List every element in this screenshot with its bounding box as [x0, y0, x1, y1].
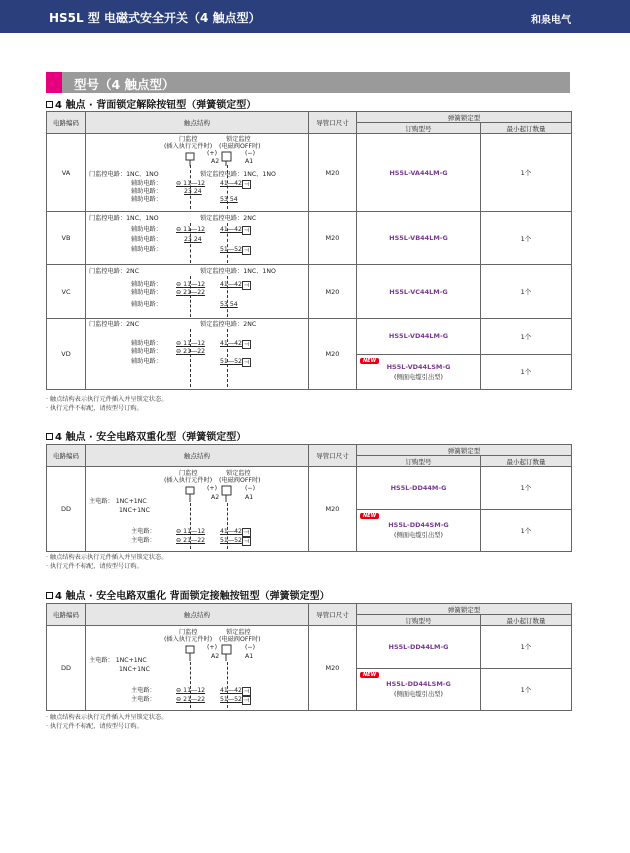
part-number: HS5L-VD44LSM-G — [386, 362, 451, 371]
conduit-size: M20 — [309, 626, 357, 711]
contact-structure-cell — [86, 319, 309, 390]
table-row — [47, 212, 572, 265]
col-header-structure: 触点结构 — [86, 604, 309, 626]
note-line: · 执行元件不标配，请按型号订购。 — [46, 723, 143, 730]
door-monitor-label: 门监控 — [179, 629, 198, 636]
aux-circuit-label: 辅助电路： — [131, 225, 162, 233]
part-number: HS5L-DD44LSM-G — [386, 680, 451, 689]
table1 — [46, 111, 572, 390]
main-circuit-label: 主电路： — [131, 696, 156, 703]
a1-label: A1 — [245, 494, 254, 501]
contact-diagram: 门监控电路：1NC、1NO 锁定监控电路：2NC 辅助电路： ⊖ 11―12 41―42 ⊣ 辅助电路： 23 24 辅助电路： 51―52 ⊣ — [86, 213, 308, 264]
table1-notes — [46, 395, 168, 413]
contact-structure-cell — [86, 212, 309, 265]
circuit-code: VC — [47, 265, 86, 319]
main-circuit-label: 主电路： — [131, 687, 156, 694]
table-row — [47, 265, 572, 319]
contact-structure-cell — [86, 467, 309, 552]
lock-monitor-label: 锁定监控 — [226, 629, 251, 636]
circuit-code: VB — [47, 212, 86, 265]
aux-circuit-label: 辅助电路： — [131, 195, 162, 203]
door-circuit-text: 门监控电路：2NC — [89, 321, 140, 328]
part-number: HS5L-DD44SM-G — [388, 521, 449, 530]
new-badge: NEW — [360, 513, 379, 519]
contact-diagram: 门监控 锁定监控 (插入执行元件时) (电磁阀OFF时) (+) (−) A2 A1 主电路： 1NC+1NC 1NC+1NC 主电路： ⊖ 11―12 41―42 ⊣ 主电路： ⊖ 21―22 51―52 ⊣ — [86, 467, 308, 551]
aux-circuit-label: 辅助电路： — [131, 300, 162, 308]
plus-label: (+) — [207, 149, 218, 157]
plus-label: (+) — [207, 644, 218, 651]
circuit-code: DD — [47, 626, 86, 711]
aux-circuit-label: 辅助电路： — [131, 340, 162, 347]
main-circuit-text: 1NC+1NC — [119, 507, 150, 514]
aux-circuit-label: 辅助电路： — [131, 245, 162, 253]
cable-note: (侧面电缆引出型) — [394, 373, 443, 381]
part-number: HS5L-DD44LM-G — [388, 642, 449, 651]
aux-circuit-label: 辅助电路： — [131, 348, 162, 355]
switch-symbol-icon: ⊣ — [243, 697, 250, 704]
moq-value: 1个 — [481, 668, 572, 711]
col-header-code: 电路编码 — [47, 604, 86, 626]
contact-diagram: 门监控 锁定监控 (插入执行元件时) (电磁阀OFF时) (+) (−) A2 A1 门监控电路：1NC、1NO 锁定监控电路：1NC、1NO 辅助电路： ⊖ 11―12 41―42 ⊣ 辅助电路： 23 24 辅助电路： 53 54 — [86, 135, 308, 211]
part-number: HS5L-VB44LM-G — [389, 234, 448, 242]
a2-label: A2 — [211, 157, 220, 165]
door-monitor-note: (插入执行元件时) — [164, 142, 213, 150]
checkbox-square-icon — [46, 433, 53, 440]
contact-structure-cell — [86, 134, 309, 212]
col-header-conduit: 导管口尺寸 — [309, 112, 357, 134]
table2-notes — [46, 553, 168, 571]
door-monitor-note: (插入执行元件时) — [164, 636, 213, 643]
section-accent-bar — [46, 72, 62, 93]
moq-value: 1个 — [481, 626, 572, 669]
note-line: · 触点结构表示执行元件插入并呈锁定状态。 — [46, 554, 168, 561]
table-row — [47, 626, 572, 669]
table3 — [46, 603, 572, 711]
a1-label: A1 — [245, 157, 254, 165]
top-header-bar — [0, 0, 630, 33]
main-circuit-label: 主电路： — [131, 528, 156, 535]
checkbox-square-icon — [46, 101, 53, 108]
part-number: HS5L-VA44LM-G — [389, 168, 448, 177]
contact-diagram: 门监控电路：2NC 锁定监控电路：1NC、1NO 辅助电路： ⊖ 11―12 41―42 ⊣ 辅助电路： ⊖ 21―22 辅助电路： 53 54 — [86, 266, 308, 318]
switch-symbol-icon: ⊣ — [243, 180, 250, 188]
main-circuit-text: 1NC+1NC — [119, 666, 150, 673]
col-header-moq: 最小起订数量 — [481, 615, 572, 626]
col-header-moq: 最小起订数量 — [481, 456, 572, 467]
col-header-group: 弹簧锁定型 — [357, 604, 572, 615]
main-circuit-text: 主电路： 1NC+1NC — [89, 498, 147, 505]
lock-circuit-text: 锁定监控电路：1NC、1NO — [200, 267, 276, 275]
conduit-size: M20 — [309, 467, 357, 552]
section-heading — [46, 72, 570, 93]
contact-structure-cell — [86, 265, 309, 319]
door-monitor-note: (插入执行元件时) — [164, 477, 213, 484]
contact-diagram: 门监控 锁定监控 (插入执行元件时) (电磁阀OFF时) (+) (−) A2 A1 主电路： 1NC+1NC 1NC+1NC 主电路： ⊖ 11―12 41―42 ⊣ 主电路： ⊖ 21―22 51―52 ⊣ — [86, 626, 308, 710]
aux-circuit-label: 辅助电路： — [131, 358, 162, 365]
table-row — [47, 319, 572, 355]
lock-monitor-label: 锁定监控 — [226, 135, 251, 143]
minus-label: (−) — [245, 644, 256, 651]
col-header-conduit: 导管口尺寸 — [309, 445, 357, 467]
minus-label: (−) — [245, 485, 256, 492]
lock-circuit-text: 锁定监控电路：2NC — [200, 214, 257, 222]
door-circuit-text: 门监控电路：2NC — [89, 267, 140, 275]
switch-symbol-icon: ⊣ — [243, 538, 250, 545]
table1-subtitle: 4 触点 · 背面锁定解除按钮型（弹簧锁定型） — [46, 96, 256, 111]
door-circuit-text: 门监控电路：1NC、1NO — [89, 214, 159, 222]
table3-subtitle: 4 触点 · 安全电路双重化 背面锁定接触按钮型（弹簧锁定型） — [46, 587, 330, 602]
lock-monitor-note: (电磁阀OFF时) — [219, 477, 261, 484]
col-header-part: 订购型号 — [357, 615, 481, 626]
plus-label: (+) — [207, 485, 218, 492]
part-number: HS5L-VC44LM-G — [389, 287, 448, 296]
switch-symbol-icon: ⊣ — [243, 359, 250, 366]
lock-monitor-label: 锁定监控 — [226, 470, 251, 477]
circuit-code: DD — [47, 467, 86, 552]
page-header-title: HS5L 型 电磁式安全开关（4 触点型） — [49, 11, 261, 25]
aux-circuit-label: 辅助电路： — [131, 288, 162, 296]
brand-name: 和泉电气 — [531, 15, 571, 26]
circuit-code: VA — [47, 134, 86, 212]
switch-symbol-icon: ⊣ — [243, 341, 250, 348]
section-title: 型号（4 触点型） — [74, 77, 175, 92]
col-header-conduit: 导管口尺寸 — [309, 604, 357, 626]
col-header-moq: 最小起订数量 — [481, 123, 572, 134]
moq-value: 1个 — [481, 134, 572, 212]
moq-value: 1个 — [481, 467, 572, 510]
lock-monitor-note: (电磁阀OFF时) — [219, 142, 261, 150]
switch-symbol-icon: ⊣ — [243, 529, 250, 536]
cable-note: (侧面电缆引出型) — [394, 532, 443, 540]
actuator-link-line — [190, 329, 191, 387]
col-header-part: 订购型号 — [357, 456, 481, 467]
checkbox-square-icon — [46, 592, 53, 599]
table3-notes — [46, 713, 168, 731]
col-header-code: 电路编码 — [47, 445, 86, 467]
a1-label: A1 — [245, 653, 254, 660]
moq-value: 1个 — [481, 319, 572, 355]
table2 — [46, 444, 572, 552]
switch-symbol-icon: ⊣ — [243, 246, 250, 254]
col-header-structure: 触点结构 — [86, 445, 309, 467]
door-monitor-label: 门监控 — [179, 470, 198, 477]
aux-circuit-label: 辅助电路： — [131, 187, 162, 195]
col-header-group: 弹簧锁定型 — [357, 445, 572, 456]
moq-value: 1个 — [481, 509, 572, 552]
door-monitor-label: 门监控 — [179, 135, 198, 143]
a2-label: A2 — [211, 494, 220, 501]
note-line: · 触点结构表示执行元件插入并呈锁定状态。 — [46, 396, 168, 403]
conduit-size: M20 — [309, 319, 357, 390]
a2-label: A2 — [211, 653, 220, 660]
col-header-code: 电路编码 — [47, 112, 86, 134]
contact-diagram: 门监控电路：2NC 锁定监控电路：2NC 辅助电路： ⊖ 11―12 41―42 ⊣ 辅助电路： ⊖ 21―22 辅助电路： 51―52 ⊣ — [86, 319, 308, 389]
lock-circuit-text: 锁定监控电路：2NC — [200, 321, 257, 328]
new-badge: NEW — [360, 672, 379, 678]
switch-symbol-icon: ⊣ — [243, 281, 250, 289]
lock-monitor-note: (电磁阀OFF时) — [219, 636, 261, 643]
note-line: · 执行元件不标配，请按型号订购。 — [46, 405, 143, 412]
part-number: HS5L-DD44M-G — [390, 483, 447, 492]
note-line: · 触点结构表示执行元件插入并呈锁定状态。 — [46, 714, 168, 721]
door-circuit-text: 门监控电路：1NC、1NO — [89, 170, 159, 178]
main-circuit-text: 主电路： 1NC+1NC — [89, 657, 147, 664]
cable-note: (侧面电缆引出型) — [394, 691, 443, 699]
col-header-group: 弹簧锁定型 — [357, 112, 572, 123]
main-circuit-label: 主电路： — [131, 537, 156, 544]
new-badge: NEW — [360, 358, 379, 364]
circuit-code: VD — [47, 319, 86, 390]
col-header-structure: 触点结构 — [86, 112, 309, 134]
table2-subtitle: 4 触点 · 安全电路双重化型（弹簧锁定型） — [46, 428, 246, 443]
conduit-size: M20 — [309, 212, 357, 265]
aux-circuit-label: 辅助电路： — [131, 179, 162, 187]
moq-value: 1个 — [481, 212, 572, 265]
conduit-size: M20 — [309, 134, 357, 212]
aux-circuit-label: 辅助电路： — [131, 235, 162, 243]
switch-symbol-icon: ⊣ — [243, 688, 250, 695]
switch-symbol-icon: ⊣ — [243, 226, 250, 234]
table-row — [47, 134, 572, 212]
lock-circuit-text: 锁定监控电路：1NC、1NO — [200, 170, 276, 178]
moq-value: 1个 — [481, 354, 572, 390]
contact-structure-cell — [86, 626, 309, 711]
table-row — [47, 467, 572, 510]
part-number: HS5L-VD44LM-G — [388, 332, 449, 341]
col-header-part: 订购型号 — [357, 123, 481, 134]
note-line: · 执行元件不标配，请按型号订购。 — [46, 563, 143, 570]
minus-label: (−) — [245, 149, 256, 157]
aux-circuit-label: 辅助电路： — [131, 280, 162, 288]
moq-value: 1个 — [481, 265, 572, 319]
conduit-size: M20 — [309, 265, 357, 319]
